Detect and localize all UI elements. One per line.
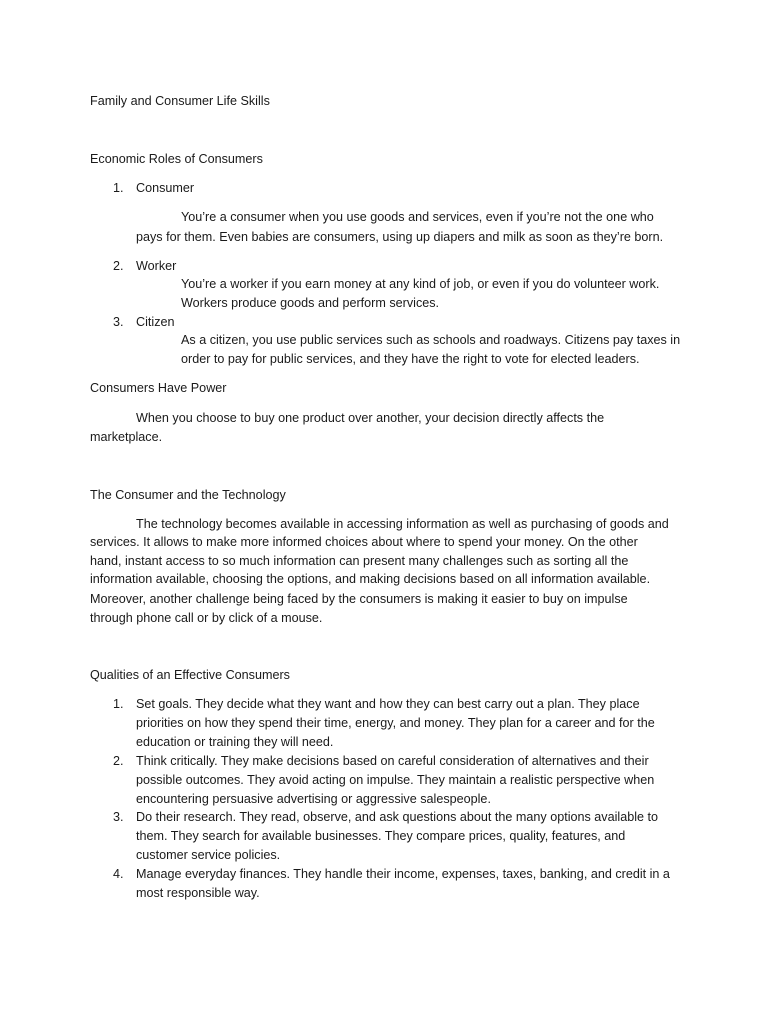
paragraph-line: The technology becomes available in accessing information as well as purchasing of goods and	[136, 517, 669, 531]
list-number: 2.	[113, 259, 124, 273]
list-number: 2.	[113, 754, 124, 768]
list-number: 1.	[113, 181, 124, 195]
list-number: 3.	[113, 810, 124, 824]
list-number: 4.	[113, 867, 124, 881]
list-item-text: possible outcomes. They avoid acting on impulse. They maintain a realistic perspective when	[136, 773, 655, 787]
list-item-label-consumer: Consumer	[136, 181, 195, 195]
list-item-text: Manage everyday finances. They handle their income, expenses, taxes, banking, and credit in a	[136, 867, 670, 881]
paragraph-line: Workers produce goods and perform services.	[181, 296, 440, 310]
paragraph-line: You’re a worker if you earn money at any kind of job, or even if you do volunteer work.	[181, 277, 660, 291]
list-item-label-citizen: Citizen	[136, 315, 175, 329]
section-heading-effective-consumers: Qualities of an Effective Consumers	[90, 668, 290, 682]
list-item-text: priorities on how they spend their time, energy, and money. They plan for a career and for the	[136, 716, 655, 730]
list-item-text: Set goals. They decide what they want and how they can best carry out a plan. They place	[136, 697, 640, 711]
section-heading-consumers-power: Consumers Have Power	[90, 381, 227, 395]
document-title: Family and Consumer Life Skills	[90, 94, 270, 108]
list-item-text: Think critically. They make decisions based on careful consideration of alternatives and their	[136, 754, 649, 768]
paragraph-line: You’re a consumer when you use goods and services, even if you’re not the one who	[181, 210, 654, 224]
section-heading-economic-roles: Economic Roles of Consumers	[90, 152, 263, 166]
list-item-text: customer service policies.	[136, 848, 281, 862]
list-number: 1.	[113, 697, 124, 711]
paragraph-line: As a citizen, you use public services such as schools and roadways. Citizens pay taxes in	[181, 333, 681, 347]
paragraph-line: marketplace.	[90, 430, 163, 444]
list-item-label-worker: Worker	[136, 259, 177, 273]
list-item-text: encountering persuasive advertising or aggressive salespeople.	[136, 792, 491, 806]
list-item-text: them. They search for available businesses. They compare prices, quality, features, and	[136, 829, 626, 843]
paragraph-line: When you choose to buy one product over another, your decision directly affects the	[136, 411, 605, 425]
section-heading-consumer-technology: The Consumer and the Technology	[90, 488, 286, 502]
paragraph-line: services. It allows to make more informed choices about where to spend your money. On the other	[90, 535, 638, 549]
paragraph-line: Moreover, another challenge being faced by the consumers is making it easier to buy on impulse	[90, 592, 628, 606]
paragraph-line: information available, choosing the options, and making decisions based on all information available.	[90, 572, 651, 586]
paragraph-line: pays for them. Even babies are consumers, using up diapers and milk as soon as they’re born.	[136, 230, 664, 244]
paragraph-line: through phone call or by click of a mouse.	[90, 611, 323, 625]
list-number: 3.	[113, 315, 124, 329]
list-item-text: most responsible way.	[136, 886, 260, 900]
list-item-text: Do their research. They read, observe, and ask questions about the many options available to	[136, 810, 659, 824]
paragraph-line: hand, instant access to so much information can present many challenges such as sorting all the	[90, 554, 629, 568]
paragraph-line: order to pay for public services, and they have the right to vote for elected leaders.	[181, 352, 640, 366]
list-item-text: education or training they will need.	[136, 735, 334, 749]
